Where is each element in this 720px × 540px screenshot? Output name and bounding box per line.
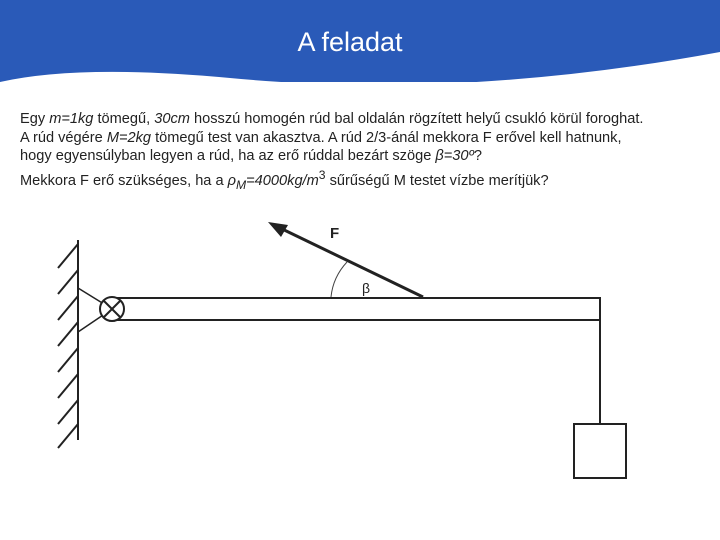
force-arrow: [278, 227, 423, 297]
hinge-pin-icon: [100, 297, 124, 321]
text-run: ?: [473, 148, 482, 164]
text-run: A rúd végére: [20, 129, 107, 146]
length-value: 30cm: [154, 111, 190, 127]
text-run: hosszú homogén rúd bal oldalán rögzített helyű csukló körül foroghat.: [189, 111, 644, 127]
density-symbol: ρ: [227, 172, 237, 189]
page-title: A feladat: [297, 27, 403, 57]
text-run: Mekkora F erő szükséges, ha a: [20, 172, 228, 189]
angle-label: β: [362, 280, 371, 296]
text-run: hogy egyensúlyban legyen a rúd, ha az erő rúddal bezárt szöge: [20, 148, 436, 164]
text-run: Egy: [20, 111, 50, 127]
force-arrowhead: [268, 222, 288, 237]
wall-hatching: [58, 244, 78, 448]
mass-value: m=1kg: [49, 111, 94, 127]
force-label: F: [330, 225, 340, 242]
density-value: =4000kg/m: [246, 172, 319, 189]
text-run: sűrűségű M testet vízbe merítjük?: [325, 172, 549, 189]
angle-arc: [331, 262, 347, 297]
rod: [112, 298, 600, 320]
mass-block: [574, 424, 626, 478]
angle-value: β=30º: [435, 148, 474, 164]
load-mass-value: M=2kg: [106, 129, 152, 146]
text-run: tömegű test van akasztva. A rúd 2/3-ánál mekkora F erővel kell hatnunk,: [151, 129, 622, 146]
density-subscript: M: [236, 177, 247, 192]
text-run: tömegű,: [93, 111, 155, 127]
density-exponent: 3: [318, 167, 326, 182]
